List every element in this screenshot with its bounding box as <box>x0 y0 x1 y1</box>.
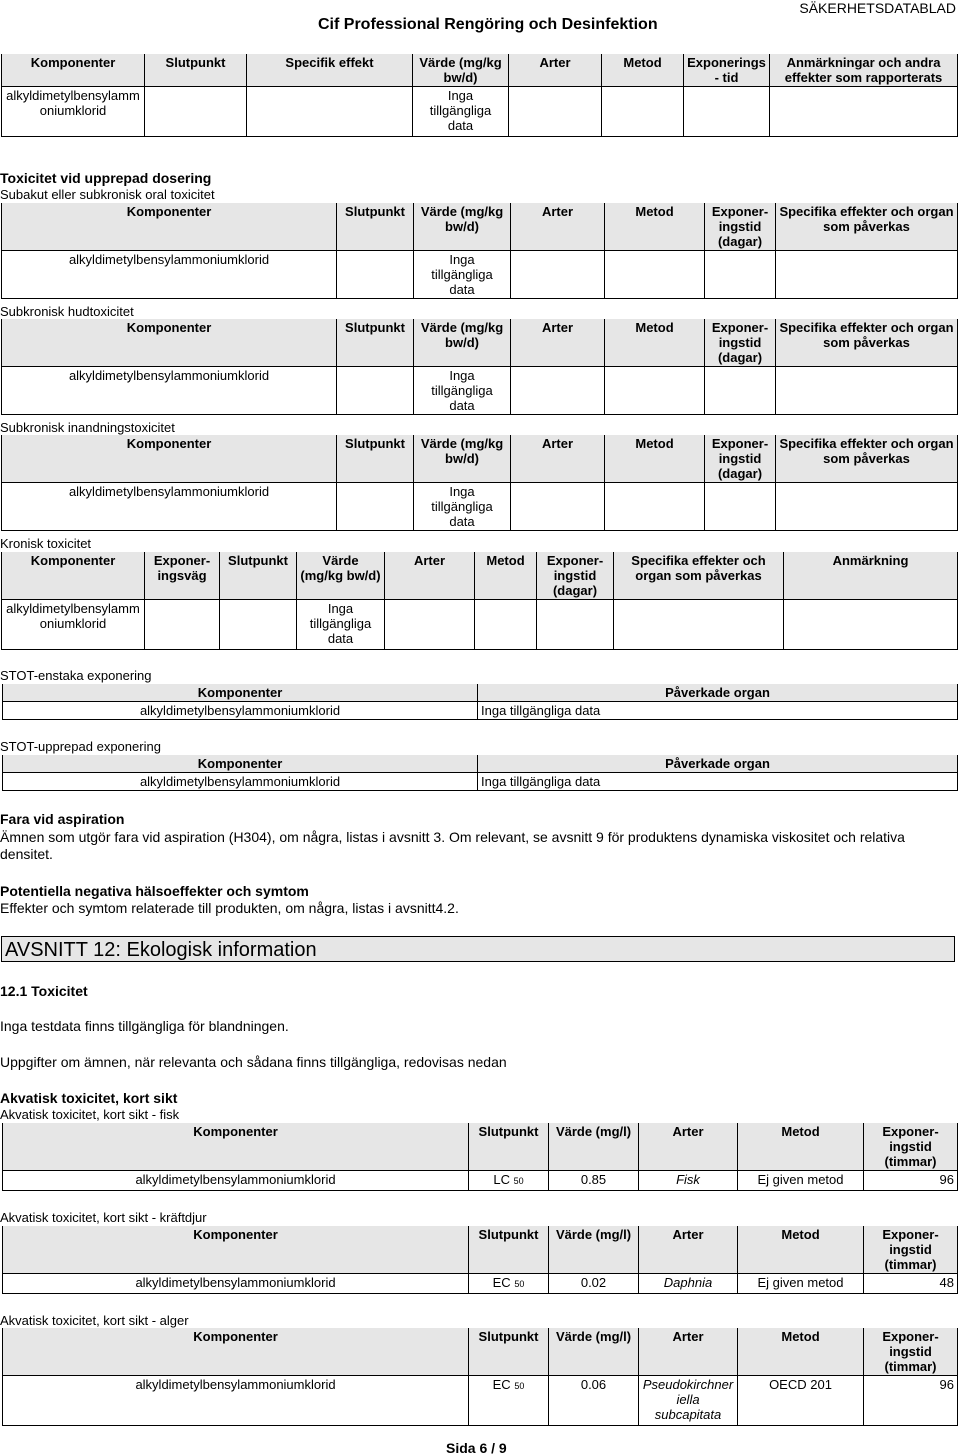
col-header: Värde (mg/l) <box>549 1226 639 1274</box>
col-header: Slutpunkt <box>469 1123 549 1171</box>
component-cell: alkyldimetylbensylammoniumklorid <box>2 483 337 531</box>
table-header-row <box>3 1328 958 1376</box>
inhalation-toxicity-table <box>1 435 958 531</box>
section-12-1-title: 12.1 Toxicitet <box>0 983 88 999</box>
value-cell: Inga tillgängliga data <box>414 483 511 531</box>
col-header: Exponer- ingsväg <box>145 552 220 600</box>
table-row <box>2 251 958 299</box>
value-cell: Inga tillgängliga data <box>414 251 511 299</box>
organ-cell: Inga tillgängliga data <box>478 773 958 791</box>
col-header: Komponenter <box>3 684 478 702</box>
component-cell: alkyldimetylbensylamm oniumklorid <box>2 600 145 650</box>
component-cell: alkyldimetylbensylammoniumklorid <box>3 1274 469 1294</box>
organ-cell: Inga tillgängliga data <box>478 702 958 720</box>
col-header: Metod <box>738 1123 864 1171</box>
col-header: Komponenter <box>2 552 145 600</box>
col-header: Exponer- ingstid (dagar) <box>537 552 614 600</box>
aspiration-text: Ämnen som utgör fara vid aspiration (H304), om några, listas i avsnitt 3. Om relevant, se avsnitt 9 för produktens dynamiska viskositet och relativa densitet. <box>0 829 905 862</box>
table-row <box>3 1376 958 1426</box>
col-header: Arter <box>509 54 602 87</box>
col-header: Exponer- ingstid (timmar) <box>864 1226 958 1274</box>
table-row <box>3 1274 958 1294</box>
aspiration-title: Fara vid aspiration <box>0 811 125 827</box>
col-header: Exponer- ingstid (timmar) <box>864 1328 958 1376</box>
species-cell: Fisk <box>639 1171 738 1191</box>
col-header: Komponenter <box>2 203 337 251</box>
col-header: Anmärkning <box>784 552 958 600</box>
crustacea-subtitle: Akvatisk toxicitet, kort sikt - kräftdjur <box>0 1210 207 1225</box>
algae-toxicity-table <box>2 1328 958 1426</box>
endpoint-cell: LC 50 <box>469 1171 549 1191</box>
method-cell: OECD 201 <box>738 1376 864 1426</box>
col-header: Metod <box>605 319 705 367</box>
section-12-line1: Inga testdata finns tillgängliga för blandningen. <box>0 1018 289 1034</box>
col-header: Slutpunkt <box>337 435 414 483</box>
col-header: Komponenter <box>3 755 478 773</box>
repeated-dose-title: Toxicitet vid upprepad dosering <box>0 170 212 186</box>
value-cell: Inga tillgängliga data <box>297 600 385 650</box>
document-title: Cif Professional Rengöring och Desinfektion <box>318 16 658 33</box>
oral-toxicity-table <box>1 203 958 299</box>
chronic-subtitle: Kronisk toxicitet <box>0 536 92 551</box>
component-cell: alkyldimetylbensylammoniumklorid <box>2 251 337 299</box>
endpoint-cell: EC 50 <box>469 1376 549 1426</box>
stot-single-table <box>2 684 958 720</box>
col-header: Värde (mg/l) <box>549 1123 639 1171</box>
col-header: Metod <box>475 552 537 600</box>
endpoint-cell: EC 50 <box>469 1274 549 1294</box>
value-cell: 0.85 <box>549 1171 639 1191</box>
col-header: Arter <box>639 1328 738 1376</box>
algae-subtitle: Akvatisk toxicitet, kort sikt - alger <box>0 1313 189 1328</box>
col-header: Komponenter <box>3 1328 469 1376</box>
chronic-toxicity-table <box>1 552 958 650</box>
health-effects-text: Effekter och symtom relaterade till produkten, om några, listas i avsnitt4.2. <box>0 900 459 916</box>
col-header: Exponerings - tid <box>684 54 770 87</box>
species-cell: Daphnia <box>639 1274 738 1294</box>
stot-repeated-subtitle: STOT-upprepad exponering <box>0 739 161 754</box>
col-header: Värde (mg/kg bw/d) <box>414 203 511 251</box>
col-header: Arter <box>639 1123 738 1171</box>
crustacea-toxicity-table <box>2 1226 958 1294</box>
col-header: Slutpunkt <box>469 1226 549 1274</box>
col-header: Slutpunkt <box>145 54 247 87</box>
aquatic-title: Akvatisk toxicitet, kort sikt <box>0 1090 178 1106</box>
time-cell: 48 <box>864 1274 958 1294</box>
time-cell: 96 <box>864 1171 958 1191</box>
species-cell: Pseudokirchner iella subcapitata <box>639 1376 738 1426</box>
col-header: Komponenter <box>3 1226 469 1274</box>
acute-toxicity-table <box>1 54 958 137</box>
col-header: Värde (mg/l) <box>549 1328 639 1376</box>
component-cell: alkyldimetylbensylammoniumklorid <box>3 773 478 791</box>
table-header-row <box>2 435 958 483</box>
component-cell: alkyldimetylbensylammoniumklorid <box>3 1376 469 1426</box>
table-header-row <box>2 319 958 367</box>
col-header: Slutpunkt <box>337 203 414 251</box>
table-header-row <box>2 203 958 251</box>
col-header: Metod <box>602 54 684 87</box>
fish-subtitle: Akvatisk toxicitet, kort sikt - fisk <box>0 1107 180 1122</box>
col-header: Komponenter <box>2 435 337 483</box>
col-header: Arter <box>511 435 605 483</box>
col-header: Slutpunkt <box>469 1328 549 1376</box>
inhalation-subtitle: Subkronisk inandningstoxicitet <box>0 420 175 435</box>
col-header: Exponer- ingstid (dagar) <box>705 319 776 367</box>
table-header-row <box>3 1123 958 1171</box>
col-header: Metod <box>605 203 705 251</box>
col-header: Värde (mg/kg bw/d) <box>414 435 511 483</box>
dermal-subtitle: Subkronisk hudtoxicitet <box>0 304 134 319</box>
col-header: Arter <box>511 319 605 367</box>
col-header: Exponer- ingstid (dagar) <box>705 203 776 251</box>
fish-toxicity-table <box>2 1123 958 1191</box>
col-header: Metod <box>605 435 705 483</box>
col-header: Specifika effekter och organ som påverkas <box>776 319 958 367</box>
table-row <box>2 87 958 137</box>
col-header: Metod <box>738 1226 864 1274</box>
page-number: Sida 6 / 9 <box>446 1440 507 1456</box>
method-cell: Ej given metod <box>738 1274 864 1294</box>
col-header: Värde (mg/kg bw/d) <box>297 552 385 600</box>
oral-subtitle: Subakut eller subkronisk oral toxicitet <box>0 187 215 202</box>
col-header: Påverkade organ <box>478 684 958 702</box>
col-header: Specifika effekter och organ som påverkas <box>776 203 958 251</box>
method-cell: Ej given metod <box>738 1171 864 1191</box>
table-header-row <box>3 755 958 773</box>
col-header: Anmärkningar och andra effekter som rapporterats <box>770 54 958 87</box>
table-row <box>3 1171 958 1191</box>
stot-repeated-table <box>2 755 958 791</box>
table-header-row <box>3 684 958 702</box>
section-12-title: AVSNITT 12: Ekologisk information <box>1 936 955 962</box>
value-cell: Inga tillgängliga data <box>413 87 509 137</box>
col-header: Specifik effekt <box>247 54 413 87</box>
table-row <box>3 702 958 720</box>
value-cell: 0.02 <box>549 1274 639 1294</box>
stot-single-subtitle: STOT-enstaka exponering <box>0 668 152 683</box>
table-row <box>2 600 958 650</box>
component-cell: alkyldimetylbensylamm oniumklorid <box>2 87 145 137</box>
col-header: Slutpunkt <box>220 552 297 600</box>
col-header: Komponenter <box>2 54 145 87</box>
col-header: Exponer- ingstid (timmar) <box>864 1123 958 1171</box>
col-header: Komponenter <box>2 319 337 367</box>
value-cell: 0.06 <box>549 1376 639 1426</box>
col-header: Metod <box>738 1328 864 1376</box>
health-effects-title: Potentiella negativa hälsoeffekter och symtom <box>0 883 309 899</box>
table-header-row <box>2 552 958 600</box>
col-header: Påverkade organ <box>478 755 958 773</box>
document-type: SÄKERHETSDATABLAD <box>799 0 956 16</box>
table-row <box>3 773 958 791</box>
col-header: Exponer- ingstid (dagar) <box>705 435 776 483</box>
col-header: Slutpunkt <box>337 319 414 367</box>
section-12-line2: Uppgifter om ämnen, när relevanta och sådana finns tillgängliga, redovisas nedan <box>0 1054 507 1070</box>
table-row <box>2 483 958 531</box>
col-header: Arter <box>511 203 605 251</box>
col-header: Värde (mg/kg bw/d) <box>414 319 511 367</box>
value-cell: Inga tillgängliga data <box>414 367 511 415</box>
col-header: Arter <box>385 552 475 600</box>
col-header: Specifika effekter och organ som påverkas <box>776 435 958 483</box>
col-header: Arter <box>639 1226 738 1274</box>
col-header: Komponenter <box>3 1123 469 1171</box>
col-header: Värde (mg/kg bw/d) <box>413 54 509 87</box>
time-cell: 96 <box>864 1376 958 1426</box>
component-cell: alkyldimetylbensylammoniumklorid <box>2 367 337 415</box>
dermal-toxicity-table <box>1 319 958 415</box>
col-header: Specifika effekter och organ som påverkas <box>614 552 784 600</box>
table-header-row <box>2 54 958 87</box>
component-cell: alkyldimetylbensylammoniumklorid <box>3 1171 469 1191</box>
table-header-row <box>3 1226 958 1274</box>
table-row <box>2 367 958 415</box>
component-cell: alkyldimetylbensylammoniumklorid <box>3 702 478 720</box>
